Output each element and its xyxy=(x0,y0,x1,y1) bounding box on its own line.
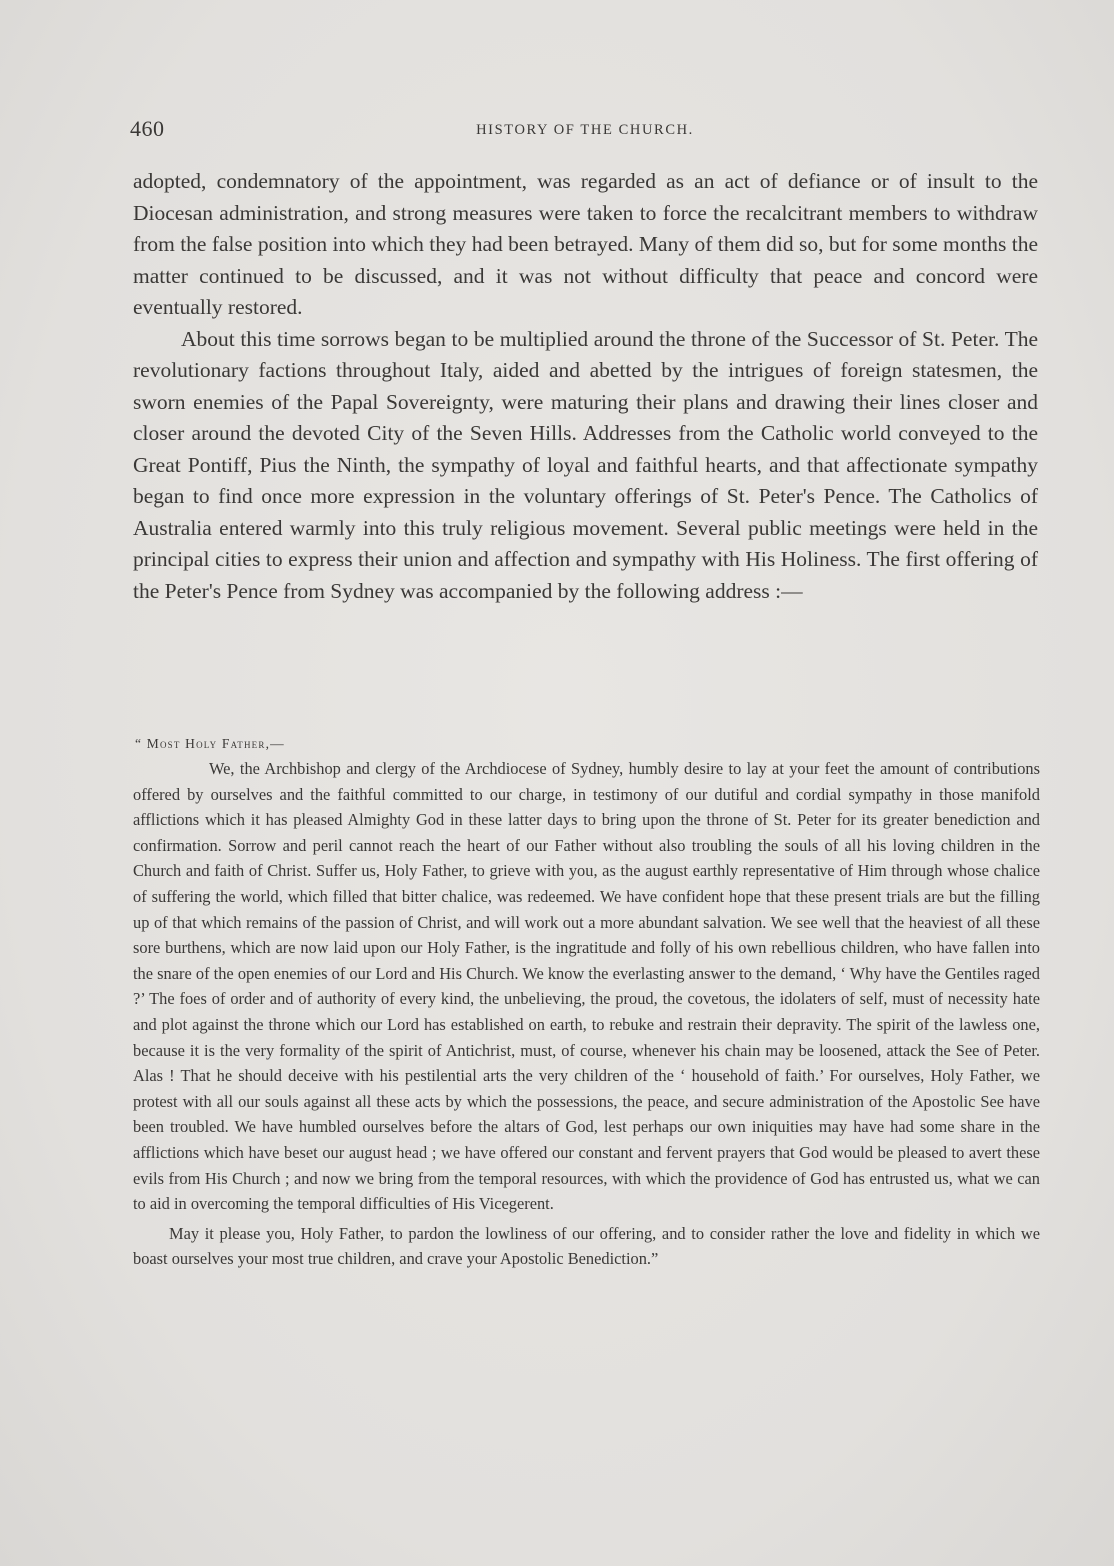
running-title: HISTORY OF THE CHURCH. xyxy=(476,122,694,138)
main-text xyxy=(133,166,1038,607)
address-salutation: “ Most Holy Father,— xyxy=(135,736,285,751)
body-paragraph-continued: adopted, condemnatory of the appointment, was regarded as an act of defiance or of insult to the Diocesan administration, and strong measures were taken to force the recalcitrant members to withdraw from the false position into which they had been betrayed. Many of them did so, but for some months the matter continued to be discussed, and it was not without difficulty that peace and concord were eventually restored. xyxy=(133,169,1038,319)
address-closing-paragraph: May it please you, Holy Father, to pardon the lowliness of our offering, and to consider rather the love and fidelity in which we boast ourselves your most true children, and crave your Apostolic Benediction.” xyxy=(133,1223,1040,1269)
page-number: 460 xyxy=(130,116,165,141)
running-head xyxy=(130,116,1040,146)
body-paragraph: About this time sorrows began to be multiplied around the throne of the Successor of St. Peter. The revolutionary factions throughout Italy, aided and abetted by the intrigues of foreign statesmen, the sworn enemies of the Papal Sovereignty, were maturing their plans and drawing their lines closer and closer around the devoted City of the Seven Hills. Addresses from the Catholic world conveyed to the Great Pontiff, Pius the Ninth, the sympathy of loyal and faithful hearts, and that affectionate sympathy began to find once more expression in the voluntary offerings of St. Peter's Pence. The Catholics of Australia entered warmly into this truly religious movement. Several public meetings were held in the principal cities to express their union and affection and sympathy with His Holiness. The first offering of the Peter's Pence from Sydney was accompanied by the following address :— xyxy=(133,326,1038,603)
quoted-address xyxy=(133,736,1040,1272)
address-paragraph: We, the Archbishop and clergy of the Archdiocese of Sydney, humbly desire to lay at your feet the amount of contributions offered by ourselves and the faithful committed to our charge, in testimony of our dutiful and cordial sympathy in those manifold afflictions which it has pleased Almighty God in these latter days to bring upon the throne of St. Peter for its greater benediction and confirmation. Sorrow and peril cannot reach the heart of our Father without also troubling the souls of all his loving children in the Church and faith of Christ. Suffer us, Holy Father, to grieve with you, as the august earthly representative of Him through whose chalice of suffering the world, which filled that bitter chalice, was redeemed. We have confident hope that these present trials are but the filling up of that which remains of the passion of Christ, and will work out a more abundant salvation. We see well that the heaviest of all these sore burthens, which are now laid upon our Holy Father, is the ingratitude and folly of his own rebellious children, who have fallen into the snare of the open enemies of our Lord and His Church. We know the everlasting answer to the demand, ‘ Why have the Gentiles raged ?’ The foes of order and of authority of every kind, the unbelieving, the proud, the covetous, the idolaters of self, must of necessity hate and plot against the throne which our Lord has established on earth, to rebuke and restrain their depravity. The spirit of the lawless one, because it is the very formality of the spirit of Antichrist, must, of course, whenever his chain may be loosened, attack the See of Peter. Alas ! That he should deceive with his pestilential arts the very children of the ‘ household of faith.’ For ourselves, Holy Father, we protest with all our souls against all these acts by which the possessions, the peace, and secure administration of the Apostolic See have been troubled. We have humbled ourselves before the altars of God, lest perhaps our own iniquities may have had some share in the afflictions which have beset our august head ; we have offered our constant and fervent prayers that God would be pleased to avert these evils from His Church ; and now we bring from the temporal resources, with which the providence of God has entrusted us, what we can to aid in overcoming the temporal difficulties of His Vicegerent. xyxy=(133,759,1040,1214)
